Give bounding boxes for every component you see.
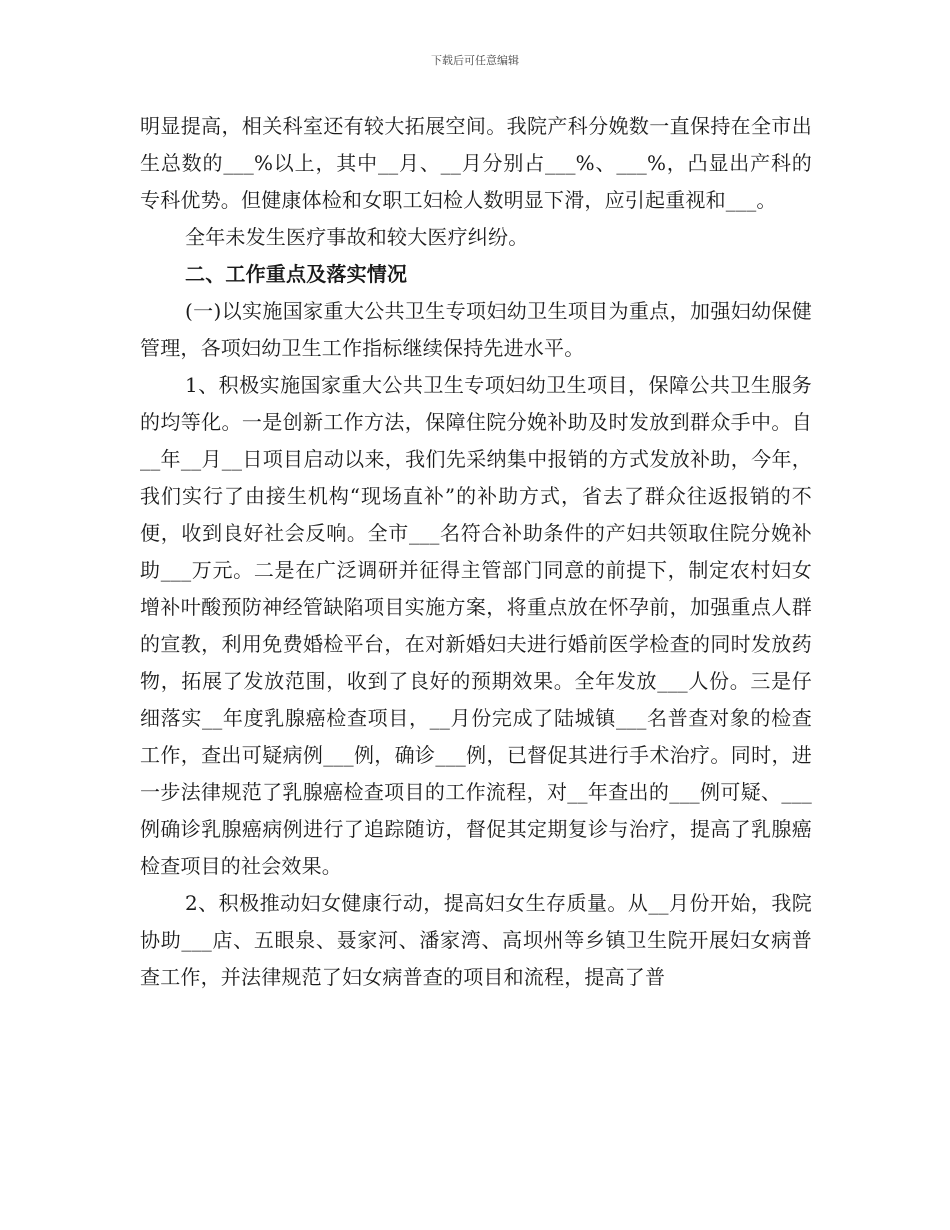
document-body — [140, 108, 812, 996]
paragraph-item-1: 1、积极实施国家重大公共卫生专项妇幼卫生项目，保障公共卫生服务的均等化。一是创新工作方法，保障住院分娩补助及时发放到群众手中。自__年__月__日项目启动以来，我们先采纳集中报销的方式发放补助，今年，我们实行了由接生机构“现场直补”的补助方式，省去了群众往返报销的不便，收到良好社会反响。全市___名符合补助条件的产妇共领取住院分娩补助___万元。二是在广泛调研并征得主管部门同意的前提下，制定农村妇女增补叶酸预防神经管缺陷项目实施方案，将重点放在怀孕前，加强重点人群的宣教，利用免费婚检平台，在对新婚妇夫进行婚前医学检查的同时发放药物，拓展了发放范围，收到了良好的预期效果。全年发放___人份。三是仔细落实__年度乳腺癌检查项目，__月份完成了陆城镇___名普查对象的检查工作，查出可疑病例___例，确诊___例，已督促其进行手术治疗。同时，进一步法律规范了乳腺癌检查项目的工作流程，对__年查出的___例可疑、___例确诊乳腺癌病例进行了追踪随访，督促其定期复诊与治疗，提高了乳腺癌检查项目的社会效果。 — [140, 373, 812, 878]
paragraph-continued: 明显提高，相关科室还有较大拓展空间。我院产科分娩数一直保持在全市出生总数的___%以上，其中__月、__月分别占___%、___%，凸显出产科的专科优势。但健康体检和女职工妇检人数明显下滑，应引起重视和___。 — [140, 114, 812, 212]
section-heading: 二、工作重点及落实情况 — [185, 262, 408, 286]
paragraph-subsection-1: (一)以实施国家重大公共卫生专项妇幼卫生项目为重点，加强妇幼保健管理，各项妇幼卫生工作指标继续保持先进水平。 — [140, 299, 812, 360]
paragraph-no-accidents: 全年未发生医疗事故和较大医疗纠纷。 — [185, 225, 529, 249]
page-header-note: 下载后可任意编辑 — [431, 54, 519, 67]
paragraph-item-2: 2、积极推动妇女健康行动，提高妇女生存质量。从__月份开始，我院协助___店、五眼泉、聂家河、潘家湾、高坝州等乡镇卫生院开展妇女病普查工作，并法律规范了妇女病普查的项目和流程，提高了普 — [140, 891, 812, 989]
